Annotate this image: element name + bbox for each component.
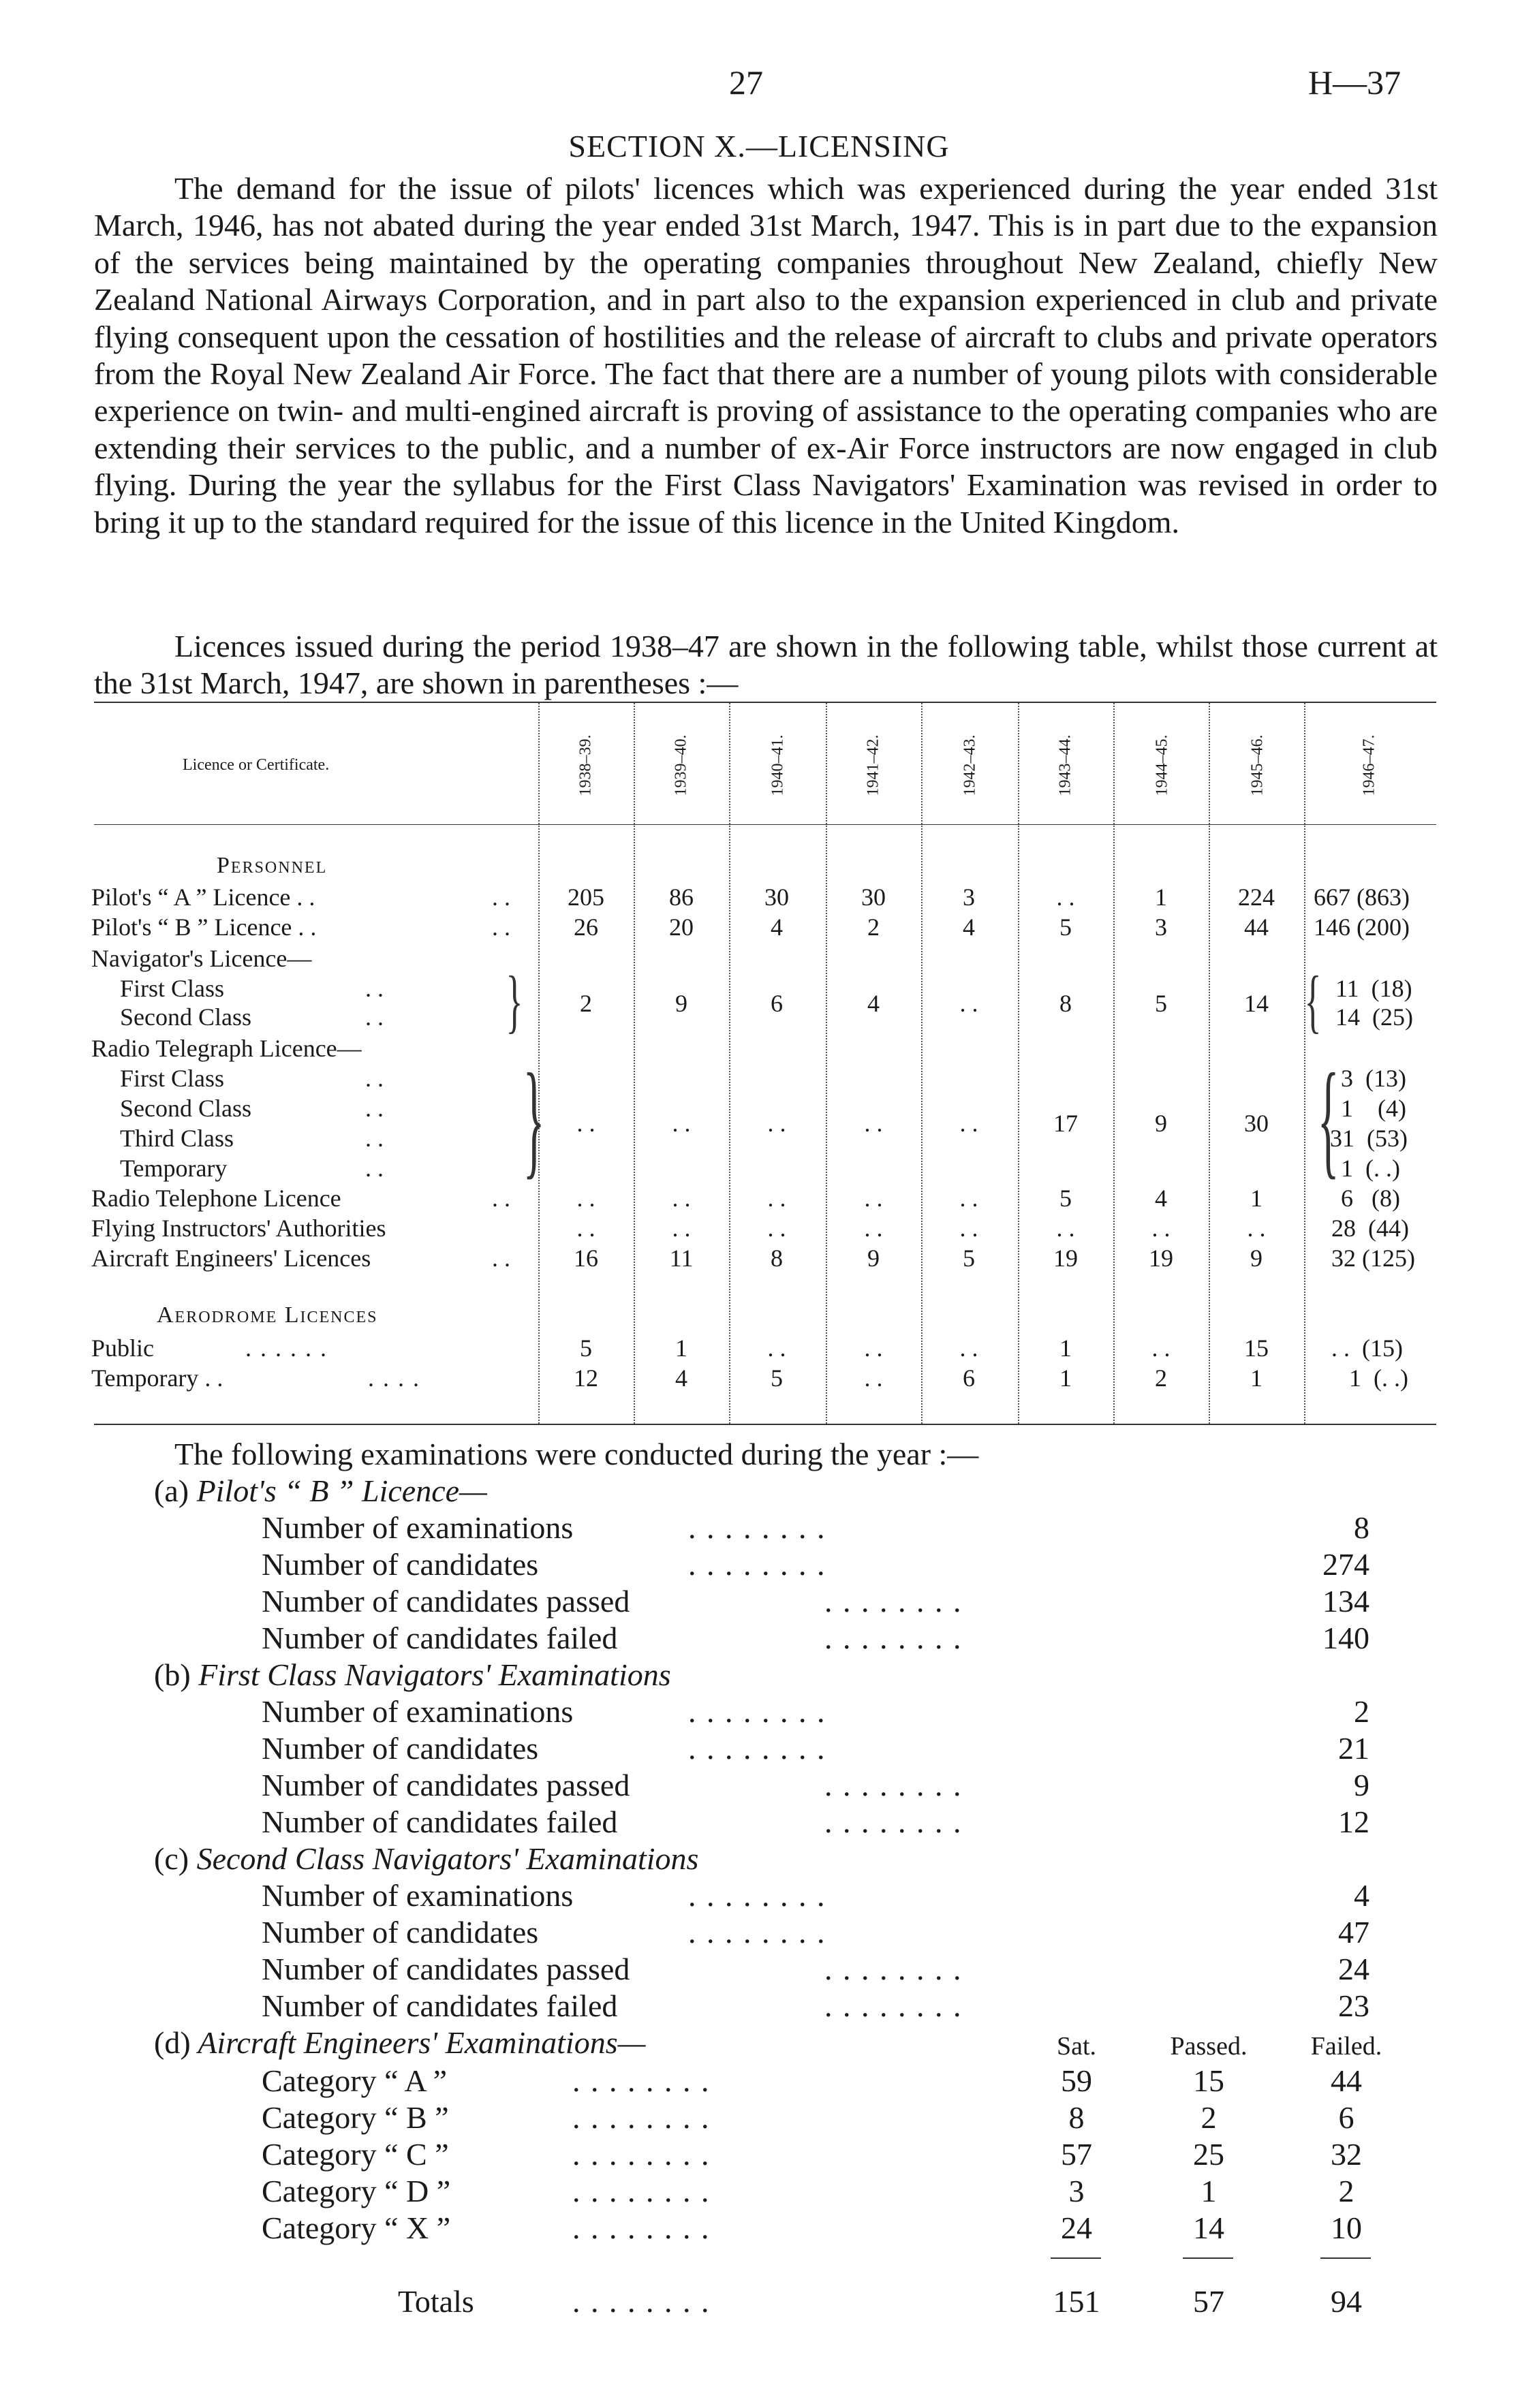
table-cell: . . <box>1056 884 1075 911</box>
exam-item-label: Number of examinations <box>262 1694 574 1729</box>
right-brace-icon: } <box>523 1048 545 1191</box>
table-cell: . . <box>767 1110 786 1137</box>
table-cell-current: 14 (25) <box>1335 1003 1413 1031</box>
table-cell: 5 <box>771 1364 783 1392</box>
category-failed: 44 <box>1331 2063 1362 2098</box>
exam-d-heading <box>154 2024 646 2061</box>
exam-item-label: Number of candidates <box>262 1915 539 1950</box>
exam-c-title: Second Class Navigators' Examinations <box>196 1841 699 1876</box>
exam-d-letter: (d) <box>154 2025 191 2060</box>
leader-dots: . . <box>365 1125 384 1152</box>
category-passed: 2 <box>1201 2100 1217 2135</box>
exam-item-value: 274 <box>1322 1547 1369 1582</box>
year-header: 1938–39. <box>576 734 595 796</box>
year-header: 1946–47. <box>1360 734 1378 796</box>
totals-sat: 151 <box>1053 2284 1100 2319</box>
table-cell-current: 1 (. .) <box>1341 1155 1400 1182</box>
table-cell: . . <box>959 1334 978 1362</box>
exam-item-value: 4 <box>1354 1878 1369 1913</box>
table-cell: 4 <box>963 913 975 941</box>
exam-item-value: 2 <box>1354 1694 1369 1729</box>
table-bottom-rule <box>94 1424 1436 1425</box>
leader-dots: . . . . . . . . <box>824 1988 963 2023</box>
leader-dots: . . <box>365 975 384 1002</box>
table-cell: 3 <box>1155 913 1167 941</box>
leader-dots: . . <box>492 884 510 911</box>
exam-item-label: Number of candidates <box>262 1731 539 1766</box>
table-cell: 2 <box>1155 1364 1167 1392</box>
paragraph-demand: The demand for the issue of pilots' licences which was experienced during the year ended 31st March, 1946, has not abated during the year ended 31st March, 1947. This is in part due to the expansion of the services being maintained by the operating companies throughout New Zealand, chiefly New Zealand National Airways Corporation, and in part also to the expansion experienced in club and private flying consequent upon the cessation of hostilities and the release of aircraft to clubs and private operators from the Royal New Zealand Air Force. The fact that there are a number of young pilots with considerable experience on twin- and multi-engined aircraft is proving of assistance to the operating companies who are extending their services to the public, and a number of ex-Air Force instructors are now engaged in club flying. During the year the syllabus for the First Class Navigators' Examination was revised in order to bring it up to the standard required for the issue of this licence in the United Kingdom. <box>94 171 1438 540</box>
table-top-rule <box>94 702 1436 703</box>
section-title: SECTION X.—LICENSING <box>568 129 950 163</box>
row-label-nav-first: First Class <box>120 975 225 1002</box>
col-divider <box>921 703 923 1424</box>
exam-item-value: 47 <box>1338 1915 1369 1950</box>
table-cell: 17 <box>1053 1110 1078 1137</box>
exams-intro: The following examinations were conducted during the year :— <box>174 1437 979 1471</box>
exam-item-value: 24 <box>1338 1952 1369 1986</box>
table-cell: . . <box>767 1215 786 1242</box>
table-cell: . . <box>864 1364 883 1392</box>
table-cell-current: 32 (125) <box>1331 1245 1415 1272</box>
exam-item-label: Number of candidates passed <box>262 1584 630 1619</box>
exam-b-letter: (b) <box>154 1657 191 1692</box>
leader-dots: . . <box>492 913 510 941</box>
table-cell: 14 <box>1244 990 1269 1017</box>
table-cell: . . <box>576 1185 595 1212</box>
exam-c-heading <box>154 1841 698 1877</box>
table-cell: . . <box>864 1215 883 1242</box>
table-cell: . . <box>959 990 978 1017</box>
table-cell: 6 <box>963 1364 975 1392</box>
exam-item-value: 8 <box>1354 1510 1369 1545</box>
exam-item-label: Number of examinations <box>262 1878 574 1913</box>
row-label-radio-telegraph: Radio Telegraph Licence— <box>91 1035 362 1062</box>
category-label: Category “ C ” <box>262 2137 449 2172</box>
table-cell: 4 <box>675 1364 687 1392</box>
table-cell: 44 <box>1244 913 1269 941</box>
leader-dots: . . <box>365 1095 384 1122</box>
leader-dots: . . . . . . . . <box>688 1731 826 1766</box>
category-label: Category “ X ” <box>262 2210 451 2245</box>
year-header: 1941–42. <box>864 734 882 796</box>
table-cell: 19 <box>1053 1245 1078 1272</box>
category-sat: 24 <box>1061 2210 1092 2245</box>
page-number: 27 <box>729 63 763 101</box>
year-header: 1945–46. <box>1248 734 1267 796</box>
leader-dots: . . . . . . . . <box>572 2174 711 2208</box>
exam-item-label: Number of candidates passed <box>262 1952 630 1986</box>
exam-a-title: Pilot's “ B ” Licence— <box>196 1473 487 1508</box>
table-cell: . . <box>672 1185 691 1212</box>
row-label-aircraft-engineers: Aircraft Engineers' Licences <box>91 1245 371 1272</box>
category-sat: 8 <box>1068 2100 1085 2135</box>
table-cell: . . <box>1151 1334 1171 1362</box>
table-cell: 20 <box>669 913 694 941</box>
category-failed: 32 <box>1331 2137 1362 2172</box>
totals-rule <box>1320 2257 1371 2259</box>
table-cell: 8 <box>1059 990 1072 1017</box>
col-divider <box>729 703 730 1424</box>
row-label-pilot-b: Pilot's “ B ” Licence . . <box>91 913 317 941</box>
leader-dots: . . . . . . . . <box>572 2284 711 2319</box>
table-cell: . . <box>1247 1215 1266 1242</box>
table-cell: 1 <box>1250 1185 1263 1212</box>
totals-passed: 57 <box>1193 2284 1224 2319</box>
row-label-rt-first: First Class <box>120 1065 225 1092</box>
table-cell-current: 667 (863) <box>1314 884 1410 911</box>
exam-c-letter: (c) <box>154 1841 189 1876</box>
table-cell: 86 <box>669 884 694 911</box>
col-divider <box>1113 703 1115 1424</box>
category-failed: 2 <box>1338 2174 1354 2208</box>
table-cell: 5 <box>1059 1185 1072 1212</box>
exam-item-label: Number of candidates passed <box>262 1768 630 1802</box>
table-cell: 1 <box>1059 1364 1072 1392</box>
exam-a-heading <box>154 1473 487 1509</box>
table-cell: . . <box>672 1110 691 1137</box>
leader-dots: . . . . . . . . <box>824 1768 963 1802</box>
personnel-heading: Personnel <box>217 853 328 878</box>
leader-dots: . . <box>365 1003 384 1031</box>
leader-dots: . . . . . . . . <box>572 2063 711 2098</box>
table-cell: 11 <box>669 1245 694 1272</box>
totals-label: Totals <box>398 2284 474 2319</box>
table-cell: . . <box>959 1185 978 1212</box>
leader-dots: . . . . . . . . <box>688 1878 826 1913</box>
col-divider <box>826 703 827 1424</box>
table-cell: 1 <box>1059 1334 1072 1362</box>
year-header: 1939–40. <box>672 734 690 796</box>
leader-dots: . . . . . . . . <box>688 1547 826 1582</box>
row-label-nav-second: Second Class <box>120 1003 251 1031</box>
table-cell: 2 <box>580 990 592 1017</box>
table-cell: . . <box>767 1185 786 1212</box>
exam-a-letter: (a) <box>154 1473 189 1508</box>
leader-dots: . . . . . . <box>245 1334 328 1362</box>
exam-item-value: 140 <box>1322 1621 1369 1655</box>
col-divider <box>1018 703 1019 1424</box>
table-cell: 5 <box>1059 913 1072 941</box>
exam-d-title: Aircraft Engineers' Examinations— <box>198 2025 646 2060</box>
column-header-passed: Passed. <box>1170 2032 1248 2061</box>
exam-item-label: Number of candidates failed <box>262 1988 618 2023</box>
table-cell-current: 1 (. .) <box>1349 1364 1408 1392</box>
year-header: 1940–41. <box>769 734 787 796</box>
table-cell: 16 <box>574 1245 598 1272</box>
table-cell: 2 <box>867 913 880 941</box>
leader-dots: . . . . . . . . <box>688 1915 826 1950</box>
leader-dots: . . <box>365 1155 384 1182</box>
row-label-radio-telephone: Radio Telephone Licence <box>91 1185 341 1212</box>
category-failed: 6 <box>1338 2100 1354 2135</box>
exam-item-label: Number of candidates failed <box>262 1621 618 1655</box>
table-cell: . . <box>576 1215 595 1242</box>
exam-item-value: 21 <box>1338 1731 1369 1766</box>
table-cell: . . <box>959 1110 978 1137</box>
table-cell: 30 <box>764 884 789 911</box>
leader-dots: . . . . . . . . <box>824 1804 963 1839</box>
table-cell: 9 <box>1250 1245 1263 1272</box>
column-header-failed: Failed. <box>1310 2032 1382 2061</box>
table-cell: 19 <box>1149 1245 1173 1272</box>
aerodrome-heading: Aerodrome Licences <box>157 1302 378 1328</box>
category-passed: 14 <box>1193 2210 1224 2245</box>
leader-dots: . . . . <box>368 1364 420 1392</box>
category-label: Category “ D ” <box>262 2174 451 2208</box>
row-label-temporary: Temporary . . <box>91 1364 223 1392</box>
table-cell: 3 <box>963 884 975 911</box>
table-cell: 9 <box>867 1245 880 1272</box>
table-cell: . . <box>959 1215 978 1242</box>
row-label-flying-instructors: Flying Instructors' Authorities <box>91 1215 386 1242</box>
table-cell-current: 11 (18) <box>1335 975 1412 1002</box>
leader-dots: . . <box>492 1185 510 1212</box>
leader-dots: . . . . . . . . <box>572 2100 711 2135</box>
exam-item-label: Number of candidates <box>262 1547 539 1582</box>
table-cell: 12 <box>574 1364 598 1392</box>
col-divider <box>1304 703 1305 1424</box>
table-cell: 5 <box>580 1334 592 1362</box>
table-cell: . . <box>1056 1215 1075 1242</box>
table-cell-current: 1 (4) <box>1341 1095 1406 1122</box>
right-brace-icon: } <box>506 962 523 1040</box>
category-failed: 10 <box>1331 2210 1362 2245</box>
exam-item-label: Number of candidates failed <box>262 1804 618 1839</box>
category-passed: 1 <box>1201 2174 1217 2208</box>
exam-item-value: 12 <box>1338 1804 1369 1839</box>
table-cell: . . <box>864 1334 883 1362</box>
category-sat: 57 <box>1061 2137 1092 2172</box>
leader-dots: . . . . . . . . <box>688 1694 826 1729</box>
category-sat: 59 <box>1061 2063 1092 2098</box>
table-cell: 4 <box>771 913 783 941</box>
row-label-navigator: Navigator's Licence— <box>91 945 312 972</box>
col-divider <box>634 703 635 1424</box>
leader-dots: . . . . . . . . <box>824 1621 963 1655</box>
table-cell: 15 <box>1244 1334 1269 1362</box>
table-header-rule <box>94 824 1436 825</box>
table-cell: . . <box>1151 1215 1171 1242</box>
category-label: Category “ B ” <box>262 2100 449 2135</box>
table-cell-current: 3 (13) <box>1341 1065 1406 1092</box>
year-header: 1944–45. <box>1153 734 1171 796</box>
table-cell-current: 31 (53) <box>1330 1125 1408 1152</box>
table-cell: 5 <box>963 1245 975 1272</box>
totals-failed: 94 <box>1331 2284 1362 2319</box>
exam-b-title: First Class Navigators' Examinations <box>198 1657 671 1692</box>
table-cell: . . <box>576 1110 595 1137</box>
table-cell: 8 <box>771 1245 783 1272</box>
table-cell-current: 146 (200) <box>1314 913 1410 941</box>
left-brace-icon: { <box>1317 1048 1339 1191</box>
table-cell: 26 <box>574 913 598 941</box>
row-label-rt-third: Third Class <box>120 1125 234 1152</box>
exam-item-label: Number of examinations <box>262 1510 574 1545</box>
category-label: Category “ A ” <box>262 2063 448 2098</box>
table-cell: 1 <box>1250 1364 1263 1392</box>
table-cell: . . <box>672 1215 691 1242</box>
table-cell: 1 <box>1155 884 1167 911</box>
table-cell-current: 28 (44) <box>1331 1215 1409 1242</box>
leader-dots: . . . . . . . . <box>824 1952 963 1986</box>
category-sat: 3 <box>1068 2174 1085 2208</box>
table-cell: 224 <box>1238 884 1275 911</box>
table-cell: 30 <box>861 884 886 911</box>
table-cell: 30 <box>1244 1110 1269 1137</box>
table-cell: 5 <box>1155 990 1167 1017</box>
table-cell: 205 <box>568 884 604 911</box>
year-header: 1942–43. <box>961 734 979 796</box>
leader-dots: . . <box>492 1245 510 1272</box>
table-cell-current: . . (15) <box>1331 1334 1403 1362</box>
leader-dots: . . <box>365 1065 384 1092</box>
exam-b-heading <box>154 1657 671 1693</box>
exam-item-value: 134 <box>1322 1584 1369 1619</box>
table-cell: 4 <box>1155 1185 1167 1212</box>
paragraph-licences-issued: Licences issued during the period 1938–47 are shown in the following table, whilst those current at the 31st March, 1947, are shown in parentheses :— <box>94 629 1438 701</box>
row-label-rt-temporary: Temporary <box>120 1155 228 1182</box>
category-passed: 25 <box>1193 2137 1224 2172</box>
left-brace-icon: { <box>1304 962 1322 1040</box>
row-label-pilot-a: Pilot's “ A ” Licence . . <box>91 884 315 911</box>
document-code: H—37 <box>1308 63 1401 101</box>
table-header-label: Licence or Certificate. <box>183 756 330 774</box>
table-cell: 9 <box>675 990 687 1017</box>
table-cell: 9 <box>1155 1110 1167 1137</box>
leader-dots: . . . . . . . . <box>572 2210 711 2245</box>
totals-rule <box>1183 2257 1233 2259</box>
row-label-public: Public <box>91 1334 155 1362</box>
category-passed: 15 <box>1193 2063 1224 2098</box>
exam-item-value: 9 <box>1354 1768 1369 1802</box>
table-cell-current: 6 (8) <box>1341 1185 1400 1212</box>
table-cell: 6 <box>771 990 783 1017</box>
leader-dots: . . . . . . . . <box>688 1510 826 1545</box>
leader-dots: . . . . . . . . <box>824 1584 963 1619</box>
table-cell: . . <box>864 1185 883 1212</box>
leader-dots: . . . . . . . . <box>572 2137 711 2172</box>
table-cell: 1 <box>675 1334 687 1362</box>
col-divider <box>1209 703 1210 1424</box>
year-header: 1943–44. <box>1056 734 1074 796</box>
column-header-sat: Sat. <box>1056 2032 1097 2061</box>
exam-item-value: 23 <box>1338 1988 1369 2023</box>
table-cell: . . <box>864 1110 883 1137</box>
table-cell: . . <box>767 1334 786 1362</box>
totals-rule <box>1051 2257 1101 2259</box>
table-cell: 4 <box>867 990 880 1017</box>
row-label-rt-second: Second Class <box>120 1095 251 1122</box>
